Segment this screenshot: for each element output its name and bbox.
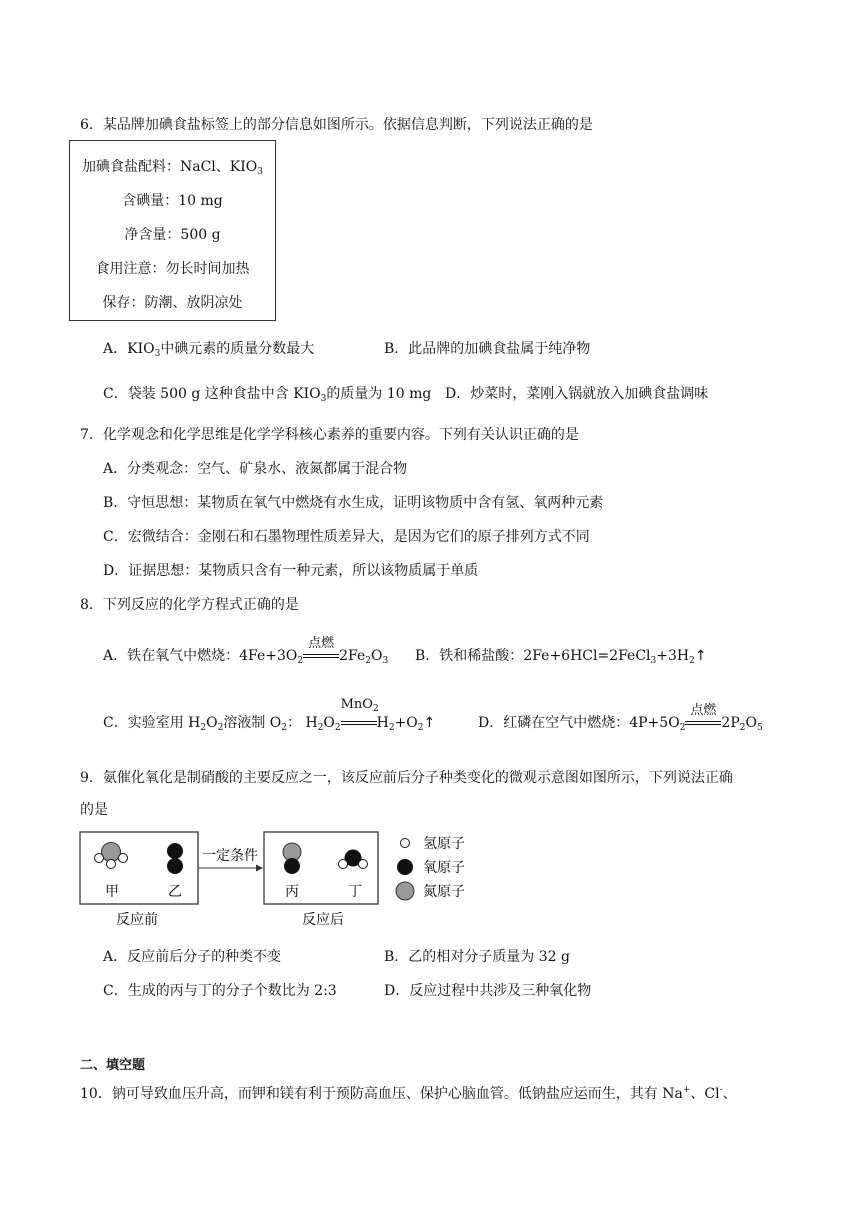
legend-n-label: 氮原子: [423, 884, 465, 900]
legend-h-label: 氢原子: [423, 836, 465, 852]
condition-label: 一定条件: [202, 848, 258, 864]
salt-label-box: [69, 140, 276, 321]
q9-option-d[interactable]: D．反应过程中共涉及三种氧化物: [384, 983, 592, 999]
o2-molecule: [167, 843, 183, 874]
q10-stem: 10．钠可导致血压升高，而钾和镁有利于预防高血压、保护心脑血管。低钠盐应运而生，其有 Na+、Cl-、: [80, 1085, 737, 1102]
q6-option-b[interactable]: B．此品牌的加碘食盐属于纯净物: [384, 341, 591, 357]
label-yi: 乙: [168, 884, 182, 900]
q9-option-a[interactable]: A．反应前后分子的种类不变: [103, 949, 282, 965]
nh3-molecule: [95, 843, 128, 869]
q7-stem: 7．化学观念和化学思维是化学学科核心素养的重要内容。下列有关认识正确的是: [80, 427, 579, 443]
legend-o-label: 氧原子: [423, 860, 465, 876]
no-molecule: [283, 843, 301, 874]
q9-stem-line1: 9．氨催化氧化是制硝酸的主要反应之一，该反应前后分子种类变化的微观示意图如图所示，下列说法正确: [80, 770, 733, 786]
q8-option-d[interactable]: D．红磷在空气中燃烧：$4P+5O_2$ 点燃 $2P_2O_5$: [478, 703, 763, 733]
q8-option-a[interactable]: A．铁在氧气中燃烧：$4Fe+3O_2$ 点燃 $2Fe_2O_3$: [103, 636, 389, 666]
legend-n-atom: [396, 882, 414, 900]
q9-option-b[interactable]: B．乙的相对分子质量为 32 g: [384, 949, 570, 965]
legend-o-atom: [397, 859, 413, 875]
label-after: 反应后: [302, 912, 344, 928]
q8-option-c[interactable]: C．实验室用 $H_2O_2$溶液制 $O_2$： $H_2O_2$ MnO$_2$ $H_2+O_2↑$: [103, 697, 436, 733]
q6-stem: 6．某品牌加碘食盐标签上的部分信息如图所示。依据信息判断，下列说法正确的是: [80, 117, 593, 133]
legend-h-atom: [401, 839, 410, 848]
q7-option-a[interactable]: A．分类观念：空气、矿泉水、液氮都属于混合物: [103, 461, 408, 477]
label-net: 净含量：500 g: [124, 227, 221, 243]
label-storage: 保存：防潮、放阴凉处: [102, 295, 243, 311]
label-jia: 甲: [105, 884, 119, 900]
reaction-arrow-head: [256, 865, 263, 872]
q9-micro-diagram: [78, 828, 478, 934]
q9-option-c[interactable]: C．生成的丙与丁的分子个数比为 2:3: [103, 983, 337, 999]
h2o-molecule: [339, 850, 368, 869]
q6-option-a[interactable]: A．$KIO_3$中碘元素的质量分数最大: [103, 341, 315, 359]
q7-option-d[interactable]: D．证据思想：某物质只含有一种元素，所以该物质属于单质: [103, 563, 479, 579]
q6-option-c[interactable]: C．袋装 500 g 这种食盐中含 $KIO_3$的质量为 10 mg: [103, 386, 432, 404]
q7-option-b[interactable]: B．守恒思想：某物质在氧气中燃烧有水生成，证明该物质中含有氢、氧两种元素: [103, 495, 604, 511]
q7-option-c[interactable]: C．宏微结合：金刚石和石墨物理性质差异大，是因为它们的原子排列方式不同: [103, 529, 590, 545]
q8-option-b[interactable]: B．铁和稀盐酸：$2Fe+6HCl=2FeCl_3+3H_2↑$: [415, 648, 707, 666]
label-ingredients: 加碘食盐配料：NaCl、$KIO_3$: [82, 159, 263, 177]
q6-option-d[interactable]: D．炒菜时，菜刚入锅就放入加碘食盐调味: [445, 386, 709, 402]
label-iodine: 含碘量：10 mg: [122, 193, 223, 209]
q8-stem: 8．下列反应的化学方程式正确的是: [80, 597, 299, 613]
section-fill-in-title: 二、填空题: [80, 1058, 146, 1073]
label-ding: 丁: [348, 884, 362, 900]
label-notice: 食用注意：勿长时间加热: [95, 261, 250, 277]
label-before: 反应前: [116, 912, 158, 928]
q9-stem-line2: 的是: [80, 802, 108, 818]
label-bing: 丙: [285, 884, 299, 900]
